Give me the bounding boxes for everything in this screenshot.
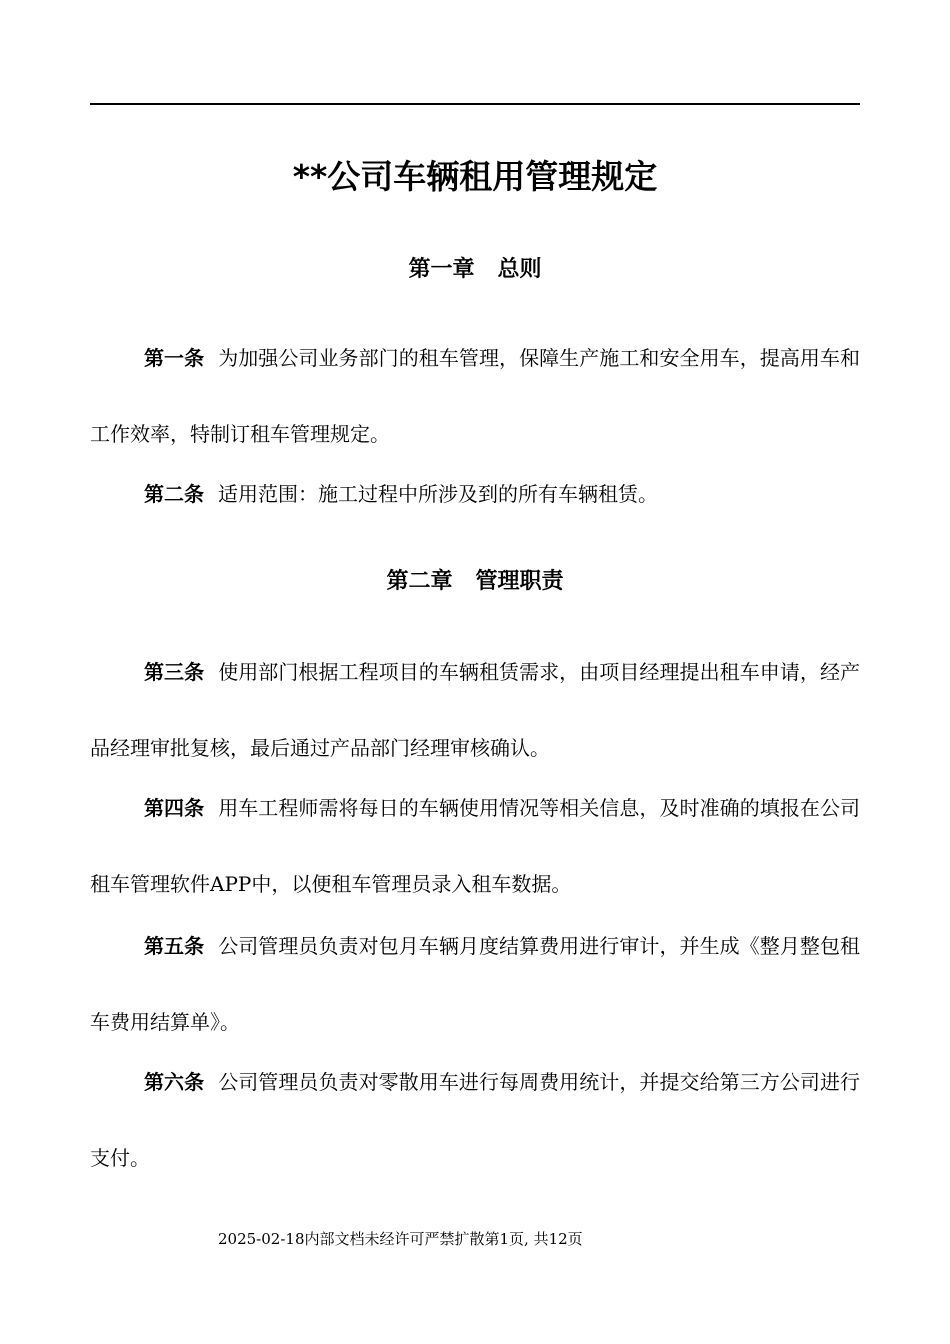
chapter-heading-1: 第一章 总则 (408, 257, 542, 282)
article-label: 第一条 (144, 346, 205, 370)
article-text: 为加强公司业务部门的租车管理，保障生产施工和安全用车，提高用车和工作效率，特制订租车管理规定。 (90, 346, 861, 446)
article-5 (90, 908, 860, 1060)
article-6 (90, 1044, 860, 1196)
article-label: 第五条 (144, 934, 205, 958)
article-4 (90, 770, 860, 922)
article-label: 第六条 (144, 1070, 205, 1094)
article-label: 第四条 (144, 796, 205, 820)
article-text: 适用范围：施工过程中所涉及到的所有车辆租赁。 (218, 482, 658, 506)
chapter-heading-2: 第二章 管理职责 (386, 569, 564, 594)
header-rule (90, 103, 860, 105)
article-text: 使用部门根据工程项目的车辆租赁需求，由项目经理提出租车申请，经产品经理审批复核，最后通过产品部门经理审核确认。 (90, 660, 861, 760)
article-1 (90, 320, 860, 472)
article-text: 公司管理员负责对零散用车进行每周费用统计，并提交给第三方公司进行支付。 (90, 1070, 861, 1170)
document-title: **公司车辆租用管理规定 (292, 157, 658, 196)
page-footer: 2025-02-18内部文档未经许可严禁扩散第1页, 共12页 (218, 1230, 583, 1248)
article-text: 公司管理员负责对包月车辆月度结算费用进行审计，并生成《整月整包租车费用结算单》。 (90, 934, 861, 1034)
article-2 (90, 456, 860, 532)
article-label: 第二条 (144, 482, 204, 506)
article-label: 第三条 (144, 660, 205, 684)
article-text: 用车工程师需将每日的车辆使用情况等相关信息，及时准确的填报在公司租车管理软件APP中，以便租车管理员录入租车数据。 (90, 796, 861, 896)
article-3 (90, 634, 860, 786)
